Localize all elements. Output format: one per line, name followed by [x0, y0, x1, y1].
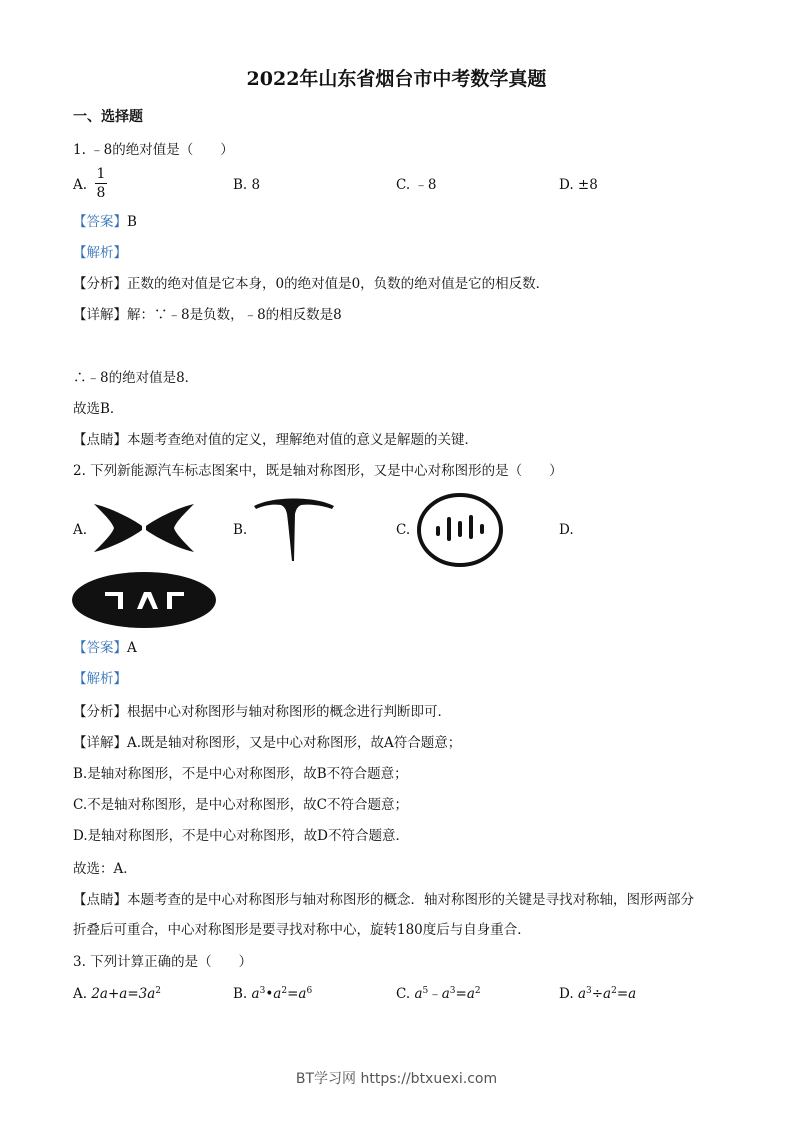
q1-answer: [73, 213, 137, 231]
exponent: 2: [474, 986, 481, 996]
q2-dianjing-line1: 【点睛】本题考查的是中心对称图形与轴对称图形的概念．轴对称图形的关键是寻找对称轴，图形两部分: [73, 892, 694, 908]
operator: •: [265, 986, 274, 1002]
option-label: D.: [559, 986, 574, 1002]
fraction-numerator: 1: [96, 166, 106, 182]
q2-option-b-label: B.: [233, 522, 248, 538]
q1-therefore: ∴﹣8的绝对值是8．: [73, 370, 199, 386]
exponent: 2: [155, 986, 162, 996]
option-label: A.: [73, 986, 88, 1002]
variable: a: [298, 986, 307, 1002]
option-label: C.: [396, 986, 411, 1002]
q1-option-b: B. 8: [233, 177, 261, 193]
q1-dianjing: 【点睛】本题考查绝对值的定义，理解绝对值的意义是解题的关键．: [73, 432, 478, 448]
exponent: 3: [586, 986, 592, 996]
operator: =: [455, 986, 467, 1002]
x-logo-icon: [92, 502, 196, 554]
variable: a: [603, 986, 612, 1002]
q1-choose: 故选B．: [73, 401, 124, 417]
variable: a: [628, 986, 637, 1002]
q1-option-a-fraction: [95, 166, 107, 201]
q2-line-b: B.是轴对称图形，不是中心对称图形，故B不符合题意；: [73, 766, 408, 782]
operator: ÷: [591, 986, 604, 1002]
variable: a: [414, 986, 423, 1002]
operator: =: [616, 986, 629, 1002]
q2-xiangjie: 【详解】A.既是轴对称图形，又是中心对称图形，故A符合题意；: [73, 735, 462, 751]
variable: a: [441, 986, 450, 1002]
q2-line-d: D.是轴对称图形，不是中心对称图形，故D不符合题意．: [73, 828, 409, 844]
exponent: 3: [259, 986, 266, 996]
q3-option-a: [73, 985, 161, 1003]
q2-line-c: C.不是轴对称图形，是中心对称图形，故C不符合题意；: [73, 797, 408, 813]
variable: a: [251, 986, 260, 1002]
q2-choose: 故选：A．: [73, 861, 137, 877]
variable: a: [466, 986, 475, 1002]
answer-tag: 【答案】: [73, 214, 127, 230]
question-2-stem: 2. 下列新能源汽车标志图案中，既是轴对称图形，又是中心对称图形的是（ ）: [73, 463, 563, 479]
q1-fenxi: 【分析】正数的绝对值是它本身，0的绝对值是0，负数的绝对值是它的相反数．: [73, 276, 550, 292]
option-expression: 2a+a=3a: [91, 986, 156, 1002]
q2-option-d-label: D.: [559, 522, 574, 538]
question-3-stem: 3. 下列计算正确的是（ ）: [73, 954, 253, 970]
option-label: B.: [233, 986, 248, 1002]
q1-option-d: D. ±8: [559, 177, 598, 193]
fraction-bar: [95, 183, 107, 184]
operator: ﹣: [428, 986, 442, 1002]
operator: =: [287, 986, 299, 1002]
jac-logo-icon: [71, 571, 217, 629]
tesla-logo-icon: [253, 496, 335, 562]
q2-fenxi: 【分析】根据中心对称图形与轴对称图形的概念进行判断即可．: [73, 704, 451, 720]
exponent: 2: [281, 986, 288, 996]
q2-dianjing-line2: 折叠后可重合，中心对称图形是要寻找对称中心，旋转180度后与自身重合．: [73, 922, 531, 938]
byd-wave-logo-icon: [416, 492, 504, 568]
q1-option-a-label: A.: [73, 177, 88, 193]
q2-answer: [73, 639, 137, 657]
answer-value: A: [127, 640, 137, 656]
exponent: 5: [422, 986, 429, 996]
variable: a: [273, 986, 282, 1002]
q1-xiangjie: 【详解】解：∵﹣8是负数，﹣8的相反数是8: [73, 307, 342, 323]
exponent: 2: [611, 986, 617, 996]
q1-analysis-tag: 【解析】: [73, 245, 127, 261]
variable: a: [577, 986, 586, 1002]
footer-watermark: BT学习网 https://btxuexi.com: [295, 1071, 498, 1087]
question-1-stem: 1. ﹣8的绝对值是（ ）: [73, 142, 234, 158]
q3-option-d: [559, 985, 636, 1003]
q2-analysis-tag: 【解析】: [73, 671, 127, 687]
fraction-denominator: 8: [96, 185, 106, 201]
q2-option-c-label: C.: [396, 522, 411, 538]
page-title: 2022年山东省烟台市中考数学真题: [246, 68, 547, 90]
exponent: 3: [449, 986, 456, 996]
q2-option-a-label: A.: [73, 522, 88, 538]
q3-option-b: [233, 985, 312, 1003]
exponent: 6: [306, 986, 313, 996]
answer-value: B: [127, 214, 137, 230]
q3-option-c: [396, 985, 481, 1003]
section-heading: 一、选择题: [73, 109, 143, 125]
answer-tag: 【答案】: [73, 640, 127, 656]
q1-option-c: C. ﹣8: [396, 177, 437, 193]
